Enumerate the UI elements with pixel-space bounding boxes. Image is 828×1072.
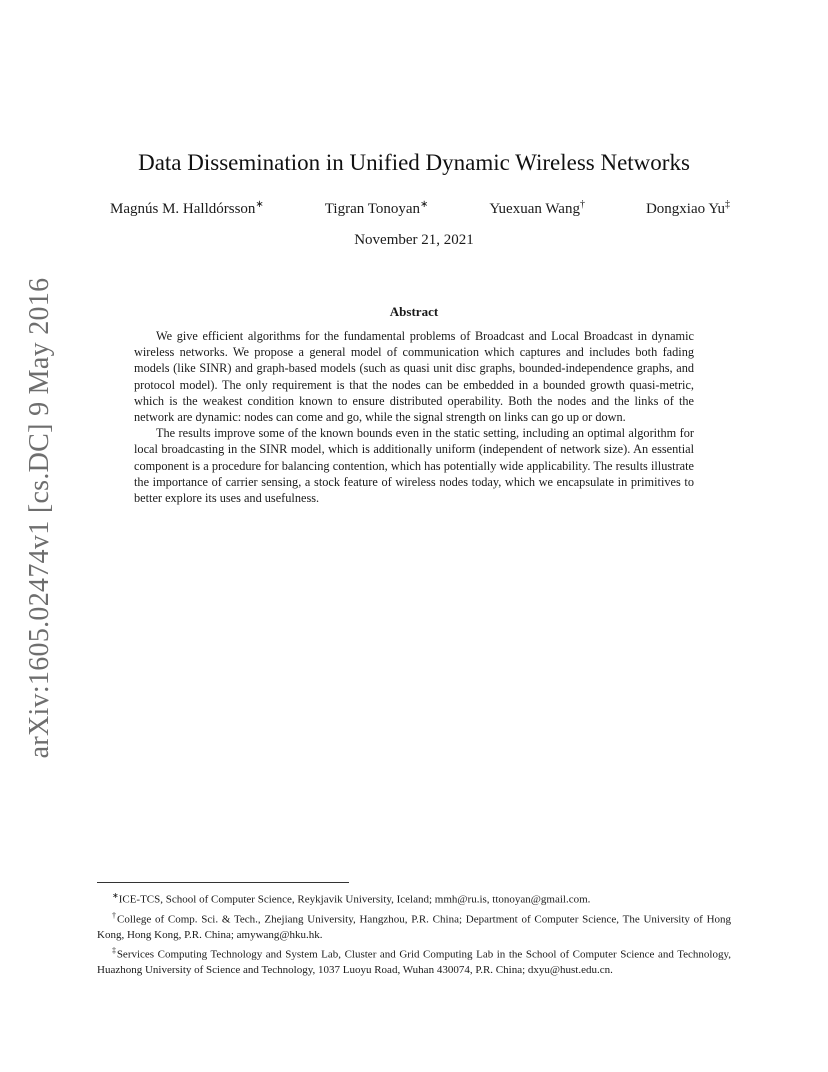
footnote-divider — [97, 882, 349, 883]
abstract-body — [134, 328, 694, 506]
footnote-mark: ∗ — [112, 891, 119, 900]
footnote: ‡Services Computing Technology and System Lab, Cluster and Grid Computing Lab in the School of Computer Science and Technology, Huazhong University of Science and Technology, 1037 Luoyu Road, Wuhan 430074, P.R. China; dxyu@hust.edu.cn. — [97, 945, 732, 976]
footnote-mark: † — [112, 910, 118, 920]
author: Yuexuan Wang† — [489, 199, 585, 217]
author: Dongxiao Yu‡ — [645, 199, 730, 217]
abstract-heading: Abstract — [389, 304, 439, 319]
footnotes — [97, 888, 731, 978]
author-list — [110, 199, 730, 218]
author: Magnús M. Halldórsson∗ — [110, 199, 264, 217]
author-affiliation-mark: ∗ — [255, 199, 264, 210]
paper-title: Data Dissemination in Unified Dynamic Wireless Networks — [138, 150, 690, 175]
abstract-paragraph: The results improve some of the known bounds even in the static setting, including an optimal algorithm for local broadcasting in the SINR model, which is additionally uniform (independent of network size). An essential component is a procedure for balancing contention, which has potentially wide applicability. The results illustrate the importance of carrier sensing, a stock feature of wireless nodes today, which we encapsulate in primitives to better explore its uses and usefulness. — [134, 426, 694, 506]
abstract-paragraph: We give efficient algorithms for the fundamental problems of Broadcast and Local Broadcast in dynamic wireless networks. We propose a general model of communication which captures and includes both fading models (like SINR) and graph-based models (such as quasi unit disc graphs, bounded-independence graphs, and protocol model). The only requirement is that the nodes can be embedded in a bounded growth quasi-metric, which is the weakest condition known to ensure distributed operability. Both the nodes and the links of the network are dynamic: nodes can come and go, while the signal strength on links can go up or down. — [134, 329, 694, 425]
footnote-mark: ‡ — [112, 945, 117, 955]
publication-date: November 21, 2021 — [354, 232, 474, 248]
arxiv-identifier: arXiv:1605.02474v1 [cs.DC] 9 May 2016 — [24, 277, 55, 759]
author-affiliation-mark: ‡ — [725, 199, 730, 210]
footnote: †College of Comp. Sci. & Tech., Zhejiang University, Hangzhou, P.R. China; Department of Computer Science, The University of Hong Kong, Hong Kong, P.R. China; amywang@hku.hk. — [97, 910, 732, 941]
author-affiliation-mark: ∗ — [420, 199, 429, 210]
author: Tigran Tonoyan∗ — [324, 199, 429, 217]
author-affiliation-mark: † — [579, 199, 585, 210]
footnote: ∗ICE-TCS, School of Computer Science, Reykjavik University, Iceland; mmh@ru.is, ttonoyan@gmail.com. — [112, 891, 591, 906]
